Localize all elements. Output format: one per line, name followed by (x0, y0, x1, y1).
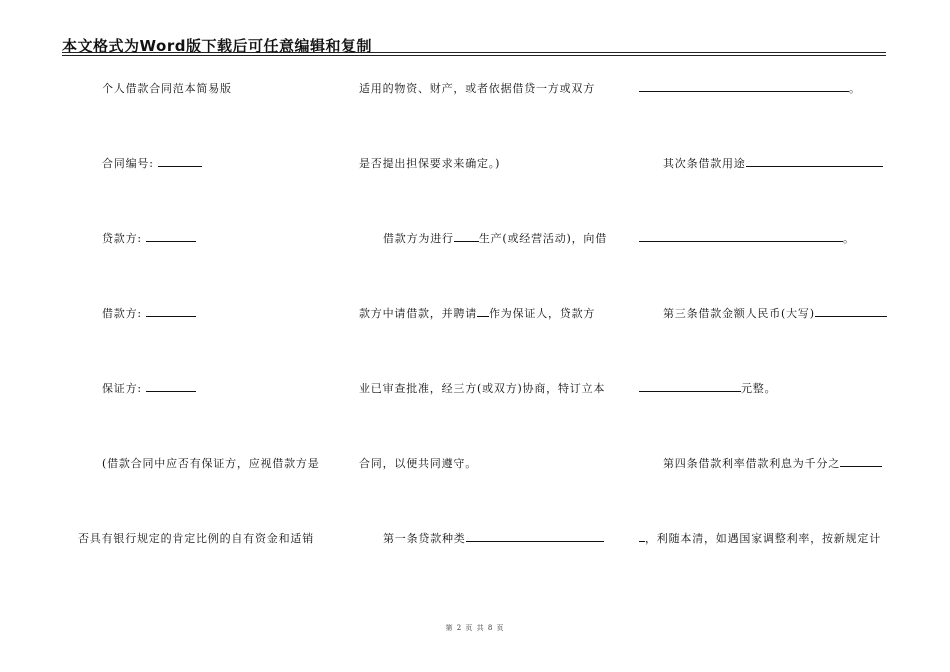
paragraph-line: 借款方为进行 生产(或经营活动)，向借 (383, 232, 607, 245)
page-footer: 第 2 页 共 8 页 (445, 624, 505, 632)
paragraph-line: (借款合同中应否有保证方，应视借款方是 (102, 457, 320, 470)
amount-line: 元整。 (639, 380, 776, 396)
lender-line: 贷款方: (102, 230, 196, 246)
blank-line: 。 (639, 80, 861, 96)
header-rule-top (62, 52, 886, 53)
article-1-line: 第一条贷款种类 (383, 530, 604, 546)
blank-line: 。 (639, 230, 855, 246)
paragraph-line: 是否提出担保要求来确定。) (359, 157, 501, 170)
guarantor-line: 保证方: (102, 380, 196, 396)
article-3-line: 第三条借款金额人民币(大写) (663, 305, 887, 321)
paragraph-line: 适用的物资、财产，或者依据借贷一方或双方 (359, 82, 595, 95)
contract-number-line: 合同编号: (102, 155, 202, 171)
borrower-line: 借款方: (102, 305, 196, 321)
header-title: 本文格式为Word版下载后可任意编辑和复制 (62, 37, 372, 55)
paragraph-line: ，利随本清，如遇国家调整利率，按新规定计 (639, 530, 881, 546)
paragraph-line: 款方中请借款，并聘请 作为保证人，贷款方 (359, 307, 596, 320)
header-rule-bottom (62, 55, 886, 56)
article-4-line: 第四条借款利率借款利息为千分之 (663, 455, 882, 471)
doc-heading: 个人借款合同范本简易版 (102, 82, 232, 95)
paragraph-line: 合同，以便共同遵守。 (359, 457, 477, 470)
paragraph-line: 否具有银行规定的肯定比例的自有资金和适销 (78, 532, 314, 545)
paragraph-line: 业已审查批准，经三方(或双方)协商，特订立本 (359, 382, 606, 395)
article-2-line: 其次条借款用途 (663, 155, 883, 171)
